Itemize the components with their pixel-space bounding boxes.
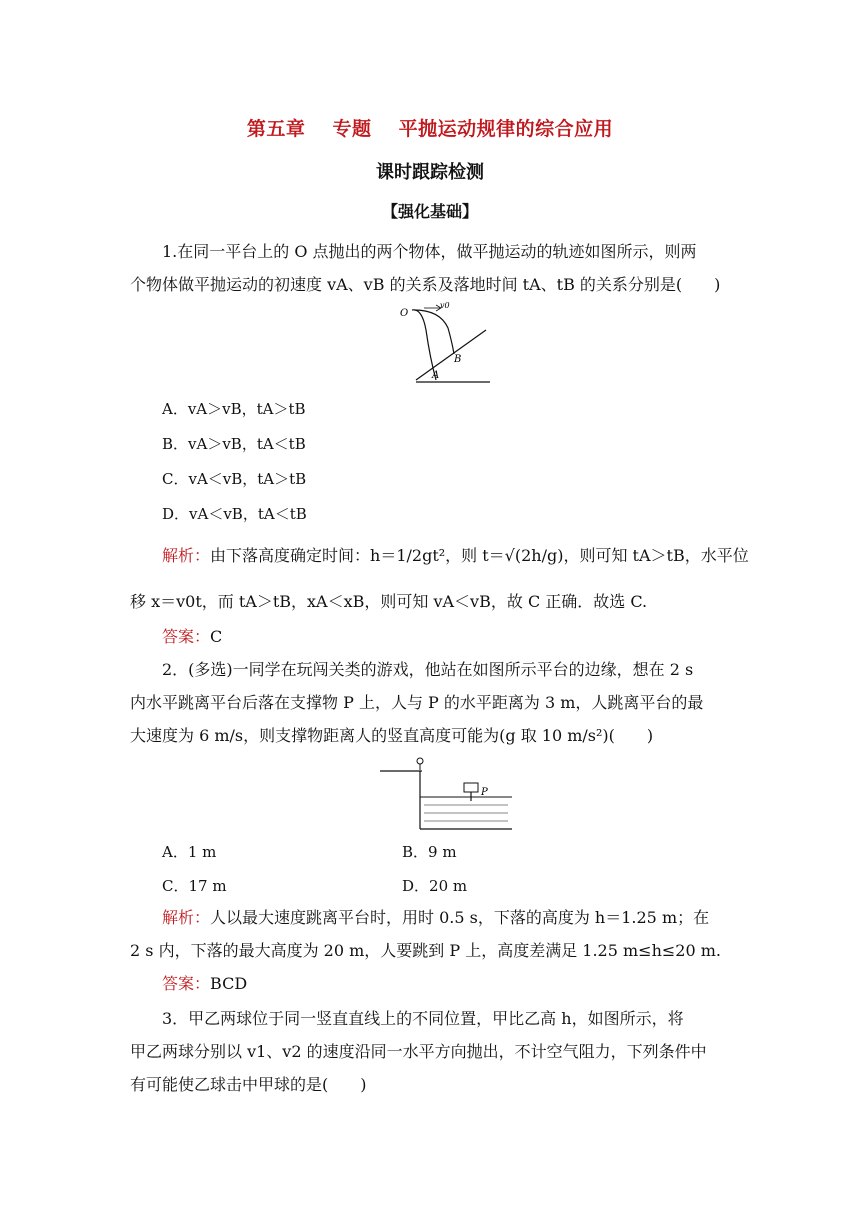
q1-option-c: C．vA＜vB，tA＞tB — [162, 470, 307, 488]
q2-line-2: 内水平跳离平台后落在支撑物 P 上，人与 P 的水平距离为 3 m，人跳离平台的最 — [130, 693, 704, 712]
page-title — [0, 114, 860, 141]
q2-option-d: D．20 m — [402, 877, 468, 895]
section-heading: 【强化基础】 — [381, 202, 478, 221]
q1-answer-label: 答案： — [162, 627, 211, 646]
q1-analysis-label: 解析： — [162, 546, 211, 565]
q1-line-2: 个物体做平抛运动的初速度 vA、vB 的关系及落地时间 tA、tB 的关系分别是( ) — [130, 275, 721, 294]
fig-label-p: P — [481, 787, 488, 798]
q2-option-a: A．1 m — [162, 843, 217, 861]
q1-option-b: B．vA＞vB，tA＜tB — [162, 435, 306, 453]
q3-line-2: 甲乙两球分别以 v1、v2 的速度沿同一水平方向抛出，不计空气阻力，下列条件中 — [130, 1042, 707, 1061]
q2-analysis-line-1 — [162, 907, 730, 929]
q2-option-b: B．9 m — [402, 843, 457, 861]
topic-label: 专题 — [332, 118, 372, 140]
q1-option-a: A．vA＞vB，tA＞tB — [162, 400, 306, 418]
q2-line-1: 2．(多选)一同学在玩闯关类的游戏，他站在如图所示平台的边缘，想在 2 s — [162, 660, 694, 679]
q2-analysis-text-1: 人以最大速度跳离平台时，用时 0.5 s，下落的高度为 h＝1.25 m；在 — [210, 908, 710, 927]
q1-answer-value: C — [210, 627, 223, 646]
q1-line-1: 1.在同一平台上的 O 点抛出的两个物体，做平抛运动的轨迹如图所示，则两 — [162, 242, 697, 261]
fig-label-v0: v0 — [440, 301, 450, 310]
q1-figure — [396, 302, 516, 382]
q1-answer — [162, 626, 730, 648]
q2-figure — [380, 757, 520, 837]
q1-analysis-text-1: 由下落高度确定时间：h＝1/2gt²，则 t＝√(2h/g)，则可知 tA＞tB，水平位 — [210, 546, 749, 565]
q2-answer — [162, 973, 730, 995]
q3-line-3: 有可能使乙球击中甲球的是( ) — [130, 1075, 367, 1094]
q2-analysis-label: 解析： — [162, 908, 211, 927]
q3-line-1: 3．甲乙两球位于同一竖直直线上的不同位置，甲比乙高 h，如图所示，将 — [162, 1009, 684, 1028]
q2-analysis-line-2: 2 s 内，下落的最大高度为 20 m，人要跳到 P 上，高度差满足 1.25 m≤h≤20 m. — [130, 941, 721, 960]
q1-analysis-line-2: 移 x＝v0t，而 tA＞tB，xA＜xB，则可知 vA＜vB，故 C 正确．故选 C. — [130, 592, 648, 611]
q1-analysis-line-1 — [162, 545, 749, 567]
fig-label-o: O — [400, 308, 409, 319]
q2-answer-value: BCD — [210, 974, 248, 993]
q2-answer-label: 答案： — [162, 974, 211, 993]
page-subtitle: 课时跟踪检测 — [376, 162, 484, 183]
chapter-label: 第五章 — [246, 118, 306, 140]
fig-label-a: A — [432, 370, 440, 381]
q2-option-c: C．17 m — [162, 877, 227, 895]
title-text: 平抛运动规律的综合应用 — [398, 118, 614, 140]
q2-line-3: 大速度为 6 m/s，则支撑物距离人的竖直高度可能为(g 取 10 m/s²)( ) — [130, 726, 654, 745]
fig-label-b: B — [454, 354, 462, 365]
q1-option-d: D．vA＜vB，tA＜tB — [162, 505, 307, 523]
